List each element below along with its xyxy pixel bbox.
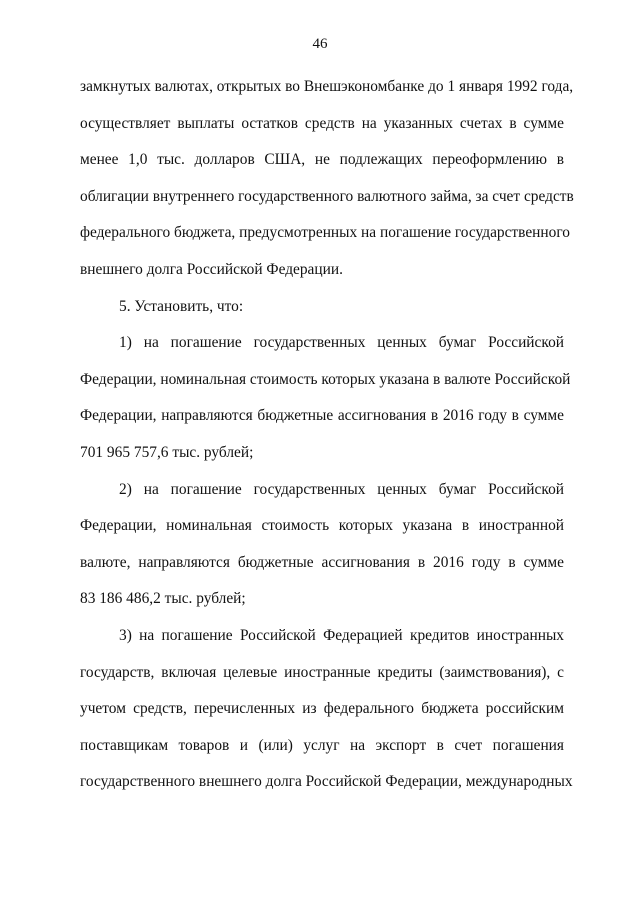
text-line: 5. Установить, что: xyxy=(119,297,244,315)
text-line: осуществляет выплаты остатков средств на указанных счетах в сумме xyxy=(80,114,564,132)
text-line: Федерации, направляются бюджетные ассигнования в 2016 году в сумме xyxy=(80,407,564,425)
text-line: валюте, направляются бюджетные ассигнования в 2016 году в сумме xyxy=(80,553,564,571)
text-line: менее 1,0 тыс. долларов США, не подлежащих переоформлению в xyxy=(80,151,564,169)
body-text xyxy=(80,72,574,804)
text-line: 3) на погашение Российской Федерацией кредитов иностранных xyxy=(119,626,564,644)
text-line: Федерации, номинальная стоимость которых указана в иностранной xyxy=(80,517,564,535)
text-line: внешнего долга Российской Федерации. xyxy=(80,260,343,278)
text-line: поставщикам товаров и (или) услуг на экспорт в счет погашения xyxy=(80,736,564,754)
text-line: 2) на погашение государственных ценных бумаг Российской xyxy=(119,480,564,498)
text-line: государственного внешнего долга Российской Федерации, международных xyxy=(80,773,573,791)
text-line: 1) на погашение государственных ценных бумаг Российской xyxy=(119,334,564,352)
text-line: государств, включая целевые иностранные кредиты (заимствования), с xyxy=(80,663,564,681)
text-line: федерального бюджета, предусмотренных на погашение государственного xyxy=(80,224,570,242)
text-line: замкнутых валютах, открытых во Внешэкономбанке до 1 января 1992 года, xyxy=(80,78,574,95)
text-line: облигации внутреннего государственного валютного займа, за счет средств xyxy=(80,187,574,205)
text-line: Федерации, номинальная стоимость которых указана в валюте Российской xyxy=(80,370,571,388)
text-line: 701 965 757,6 тыс. рублей; xyxy=(80,443,254,461)
page-number: 46 xyxy=(312,36,328,52)
text-line: 83 186 486,2 тыс. рублей; xyxy=(80,590,246,608)
text-line: учетом средств, перечисленных из федерального бюджета российским xyxy=(80,700,564,718)
